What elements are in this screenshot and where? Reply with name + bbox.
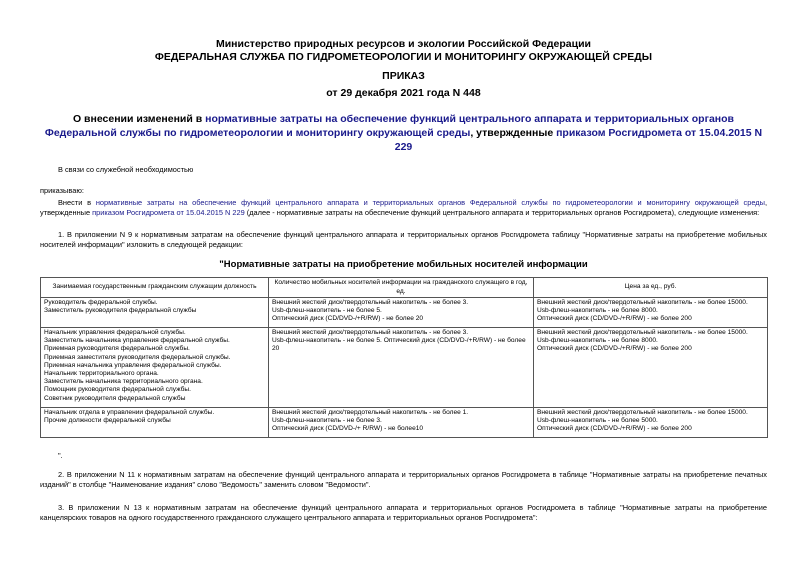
para1-link-norms[interactable]: нормативные затраты на обеспечение функций центрального аппарата и территориальных органов Федеральной службы по гидрометеорологии и мониторингу окружающей среды <box>95 198 765 207</box>
document-type: ПРИКАЗ <box>382 70 425 82</box>
paragraph-amendments <box>40 198 767 218</box>
para1-middle: , утвержденные <box>40 198 767 217</box>
row3-quantity: Внешний жесткий диск/твердотельный накопитель - не более 1. Usb-флеш-накопитель - не более 3. Оптический диск (CD/DVD-/+ R/RW) - не более10 <box>269 408 534 438</box>
table-row <box>41 298 768 328</box>
header-quantity: Количество мобильных носителей информации на гражданского служащего в год, ед. <box>269 278 534 298</box>
row2-price: Внешний жесткий диск/твердотельный накопитель - не более 15000. Usb-флеш-накопитель - не более 8000. Оптический диск (CD/DVD-/+R/RW) - не более 200 <box>534 328 768 408</box>
table-row <box>41 408 768 438</box>
service-name: ФЕДЕРАЛЬНАЯ СЛУЖБА ПО ГИДРОМЕТЕОРОЛОГИИ И МОНИТОРИНГУ ОКРУЖАЮЩЕЙ СРЕДЫ <box>154 51 653 63</box>
header-price: Цена за ед., руб. <box>534 278 768 298</box>
media-norms-table <box>40 277 768 438</box>
table-title: "Нормативные затраты на приобретение мобильных носителей информации <box>219 259 588 270</box>
table-end-mark: ". <box>58 451 63 460</box>
row3-price: Внешний жесткий диск/твердотельный накопитель - не более 15000. Usb-флеш-накопитель - не более 5000. Оптический диск (CD/DVD-/+R/RW) - не более 200 <box>534 408 768 438</box>
row2-position: Начальник управления федеральной службы. Заместитель начальника управления федеральной службы. Приемная руководителя федеральной службы. Приемная заместителя руководителя федеральной службы. Приемная начальника управления федеральной службы. Начальник территориального органа. Заместитель начальника территориального органа. Помощник руководителя федеральной службы. Советник руководителя федеральной службы <box>41 328 269 408</box>
row2-quantity: Внешний жесткий диск/твердотельный накопитель - не более 3. Usb-флеш-накопитель - не более 5. Оптический диск (CD/DVD-/+R/RW) - не более 20 <box>269 328 534 408</box>
row1-price: Внешний жесткий диск/твердотельный накопитель - не более 15000. Usb-флеш-накопитель - не более 8000. Оптический диск (CD/DVD-/+R/RW) - не более 200 <box>534 298 768 328</box>
order-word: приказываю: <box>40 186 84 195</box>
item-1: 1. В приложении N 9 к нормативным затратам на обеспечение функций центрального аппарата и территориальных органов Росгидромета таблицу "Нормативные затраты на приобретение мобильных носителей информации" изложить в следующей редакции: <box>40 230 767 249</box>
header-position: Занимаемая государственным гражданским служащим должность <box>41 278 269 298</box>
para1-link-order[interactable]: приказом Росгидромета от 15.04.2015 N 229 <box>92 208 245 217</box>
document-date-number: от 29 декабря 2021 года N 448 <box>326 87 481 99</box>
row3-position: Начальник отдела в управлении федеральной службы. Прочие должности федеральной службы <box>41 408 269 438</box>
ministry-name: Министерство природных ресурсов и экологии Российской Федерации <box>215 38 592 50</box>
title-prefix: О внесении изменений в <box>72 113 206 125</box>
intro-text: В связи со служебной необходимостью <box>58 165 194 174</box>
document-title <box>40 112 767 154</box>
item-2: 2. В приложении N 11 к нормативным затратам на обеспечение функций центрального аппарата и территориальных органов Росгидромета в таблице "Нормативные затраты на приобретение печатных изданий" в столбце "Наименование издания" слово "Ведомость" заменить словом "Ведомости". <box>40 470 767 489</box>
table-row <box>41 328 768 408</box>
row1-position: Руководитель федеральной службы. Заместитель руководителя федеральной службы <box>41 298 269 328</box>
title-link-order[interactable]: приказом Росгидромета от 15.04.2015 N 229 <box>394 127 763 153</box>
table-header-row <box>41 278 768 298</box>
title-middle: , утвержденные <box>470 127 557 139</box>
title-link-norms[interactable]: нормативные затраты на обеспечение функций центрального аппарата и территориальных органов Федеральной службы по гидрометеорологии и мониторингу окружающей среды <box>44 113 735 139</box>
para1-suffix: (далее - нормативные затраты на обеспечение функций центрального аппарата и территориальных органов Росгидромета), следующие изменения: <box>244 208 760 217</box>
row1-quantity: Внешний жесткий диск/твердотельный накопитель - не более 3. Usb-флеш-накопитель - не более 5. Оптический диск (CD/DVD-/+R/RW) - не более 20 <box>269 298 534 328</box>
item-3: 3. В приложении N 13 к нормативным затратам на обеспечение функций центрального аппарата и территориальных органов Росгидромета в таблице "Нормативные затраты на приобретение канцелярских товаров на одного государственного гражданского служащего центрального аппарата и территориальных органов Росгидромета": <box>40 503 767 522</box>
para1-prefix: Внести в <box>58 198 96 207</box>
